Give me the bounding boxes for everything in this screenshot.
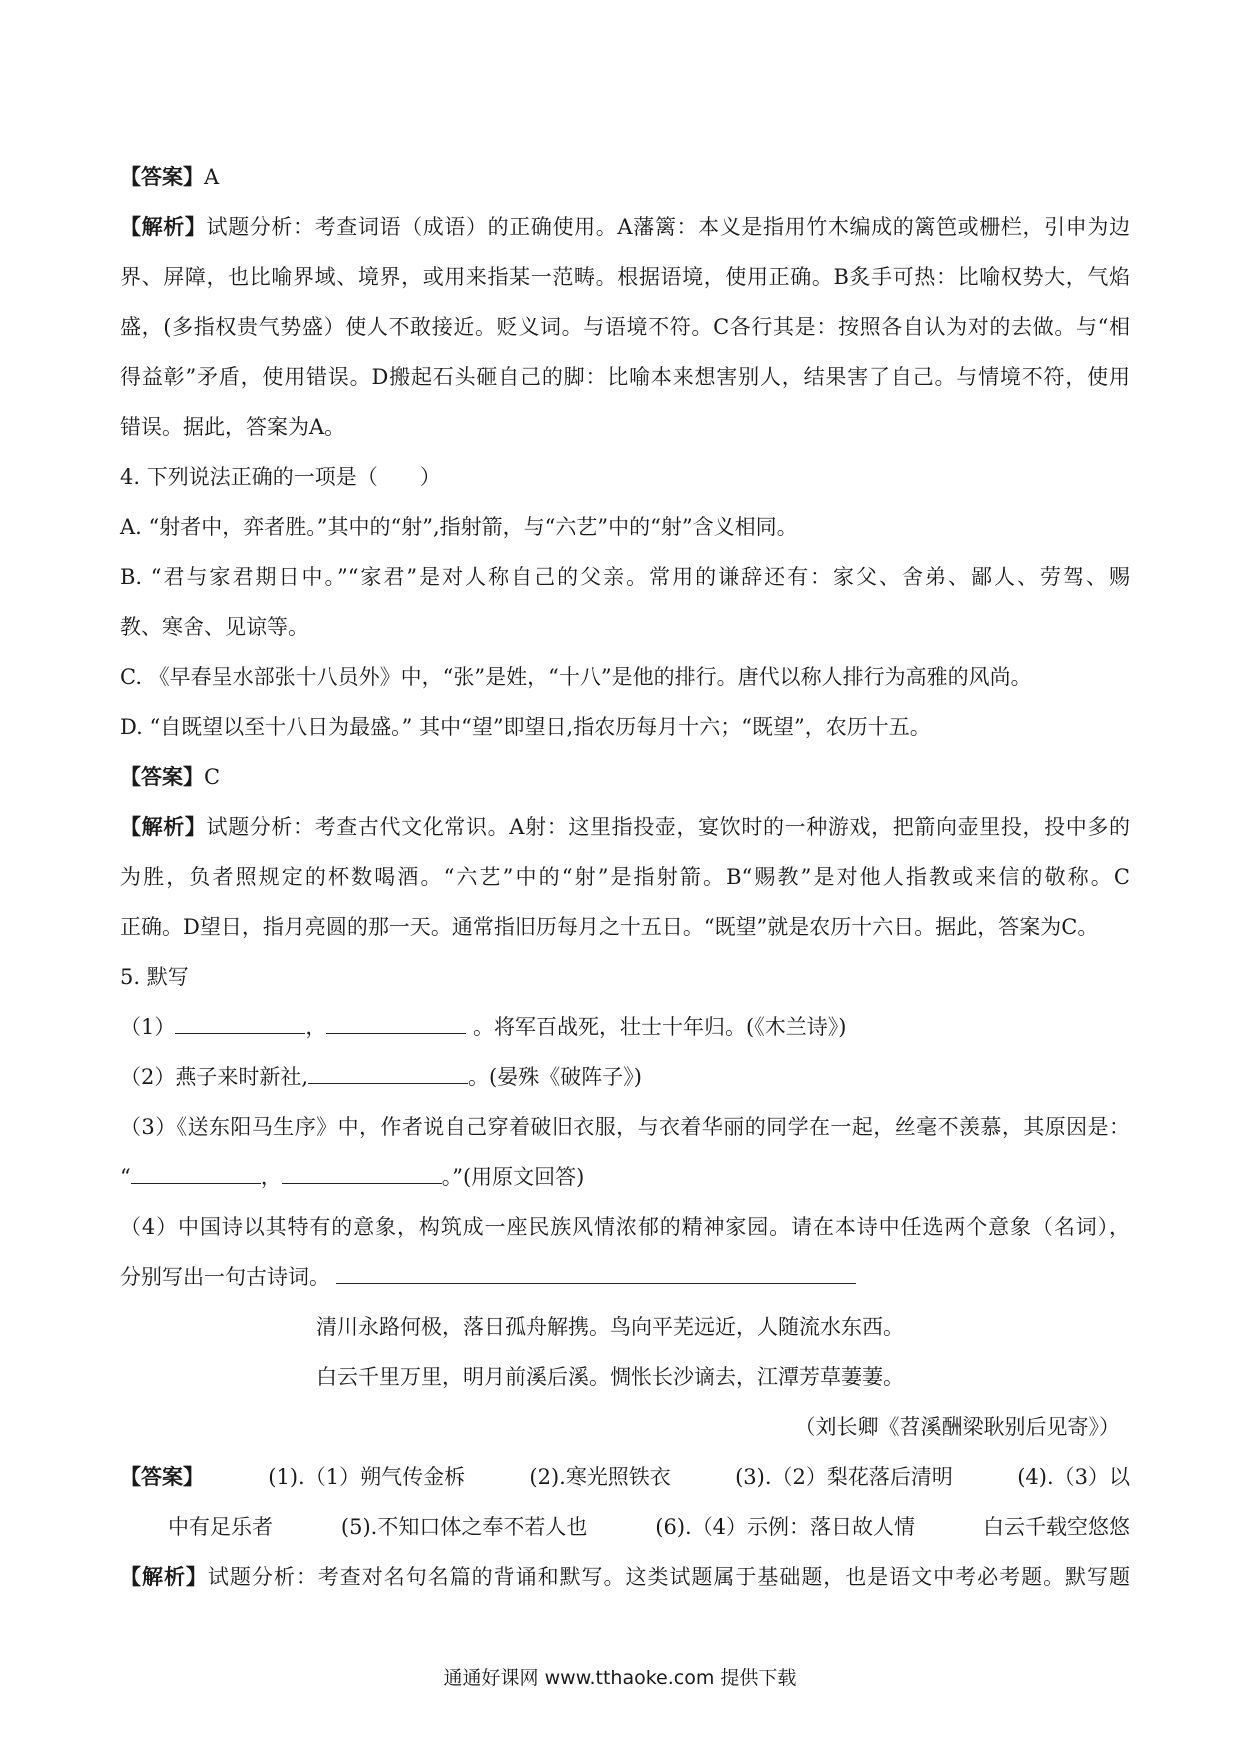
fill-blank[interactable] [336,1255,856,1284]
poem-line: 清川永路何极，落日孤舟解携。鸟向平芜远近，人随流水东西。 [316,1315,904,1339]
answer-item: 中有足乐者 [168,1515,273,1539]
fill-blank[interactable] [131,1155,261,1184]
punctuation: “ [120,1165,131,1189]
q3-analysis-line: 得益彰”矛盾，使用错误。D搬起石头砸自己的脚：比喻本来想害别人，结果害了自己。与情境不符，使用 [120,365,1130,389]
q3-analysis-line: 界、屏障，也比喻界域、境界，或用来指某一范畴。根据语境，使用正确。B炙手可热：比喻权势大，气焰 [120,265,1130,289]
q4-stem: 4. 下列说法正确的一项是（ ） [120,465,441,489]
analysis-text: 试题分析：考查对名句名篇的背诵和默写。这类试题属于基础题，也是语文中考必考题。默写题 [207,1565,1131,1589]
answer-tag: 【答案】 [120,164,204,189]
q4-analysis-line: 正确。D望日，指月亮圆的那一天。通常指旧历每月之十五日。“既望”就是农历十六日。据此，答案为C。 [120,915,1099,939]
answer-item: (1).（1）朔气传金柝 [268,1465,466,1489]
answer-item: (6).（4）示例：落日故人情 [655,1515,916,1539]
q4-analysis-line [120,802,1130,852]
item-number: （1） [120,1015,176,1039]
answer-item: 白云千载空悠悠 [982,1515,1130,1539]
fill-blank[interactable] [326,1005,466,1034]
answer-value: A [204,165,220,189]
fill-blank[interactable] [308,1055,468,1084]
item-text: 。将军百战死，壮士十年归。(《木兰诗》) [466,1015,847,1039]
q5-item-3-blanks [120,1152,1130,1202]
answer-item: (3).（2）梨花落后清明 [735,1465,953,1489]
fill-blank[interactable] [175,1005,305,1034]
q5-item-4-continued [120,1252,1130,1302]
q5-item-2 [120,1052,1130,1102]
q5-stem: 5. 默写 [120,965,189,989]
q4-answer-line [120,752,1130,802]
page-footer [0,1663,1240,1690]
q5-answer-row [120,1502,1130,1552]
q5-answer-row [120,1452,1130,1502]
item-text: 分别写出一句古诗词。 [120,1265,330,1289]
analysis-text: 试题分析：考查词语（成语）的正确使用。A藩篱：本义是指用竹木编成的篱笆或栅栏，引申为边 [206,215,1130,239]
analysis-tag: 【解析】 [120,214,207,239]
q4-option-b-continued: 教、寒舍、见谅等。 [120,615,309,639]
analysis-text: 试题分析：考查古代文化常识。A射：这里指投壶，宴饮时的一种游戏，把箭向壶里投，投中多的 [206,815,1130,839]
answer-tag: 【答案】 [120,764,204,789]
q4-option-b: B. “君与家君期日中。”“家君”是对人称自己的父亲。常用的谦辞还有：家父、舍弟、鄙人、劳驾、赐 [120,565,1130,589]
q5-item-3: （3）《送东阳马生序》中，作者说自己穿着破旧衣服，与衣着华丽的同学在一起，丝毫不羡慕，其原因是： [120,1115,1130,1139]
q4-option-a: A. “射者中，弈者胜。”其中的“射”,指射箭，与“六艺”中的“射”含义相同。 [120,515,798,539]
punctuation: ， [260,1165,282,1189]
punctuation: ， [305,1015,327,1039]
poem-line: 白云千里万里，明月前溪后溪。惆怅长沙谪去，江潭芳草萋萋。 [316,1365,904,1389]
fill-blank[interactable] [282,1155,442,1184]
footer-suffix: 提供下载 [720,1667,797,1689]
answer-tag: 【答案】 [120,1464,204,1489]
q3-analysis-line: 错误。据此，答案为A。 [120,415,346,439]
q4-analysis-line: 为胜，负者照规定的杯数喝酒。“六艺”中的“射”是指射箭。B“赐教”是对他人指教或来信的敬称。C [120,865,1130,889]
footer-site-name: 通通好课网 [443,1667,539,1689]
q3-analysis-line: 盛，(多指权贵气势盛）使人不敢接近。贬义词。与语境不符。C各行其是：按照各自认为对的去做。与“相 [120,315,1130,339]
q4-option-d: D. “自既望以至十八日为最盛。” 其中“望”即望日,指农历每月十六；“既望”，农历十五。 [120,715,931,739]
item-text: 。(晏殊《破阵子》) [468,1065,642,1089]
item-text: （2）燕子来时新社, [120,1065,309,1089]
q3-answer-line [120,152,1130,202]
q5-analysis-line [120,1552,1130,1602]
answer-value: C [204,765,221,789]
q4-option-c: C. 《早春呈水部张十八员外》中，“张”是姓，“十八”是他的排行。唐代以称人排行为高雅的风尚。 [120,665,1032,689]
q5-item-4: （4）中国诗以其特有的意象，构筑成一座民族风情浓郁的精神家园。请在本诗中任选两个意象（名词）， [120,1215,1130,1239]
q3-analysis-line [120,202,1130,252]
footer-url-link[interactable]: www.tthaoke.com [544,1667,715,1689]
answer-item: (5).不知口体之奉不若人也 [340,1515,588,1539]
analysis-tag: 【解析】 [120,1564,208,1589]
answer-item: (2).寒光照铁衣 [529,1465,671,1489]
q5-item-1 [120,1002,1130,1052]
answer-item: (4).（3）以 [1017,1465,1130,1489]
document-content [120,152,1130,1602]
analysis-tag: 【解析】 [120,814,207,839]
item-text: 。”(用原文回答) [441,1165,585,1189]
poem-source: （刘长卿《苕溪酬梁耿别后见寄》） [794,1415,1120,1439]
